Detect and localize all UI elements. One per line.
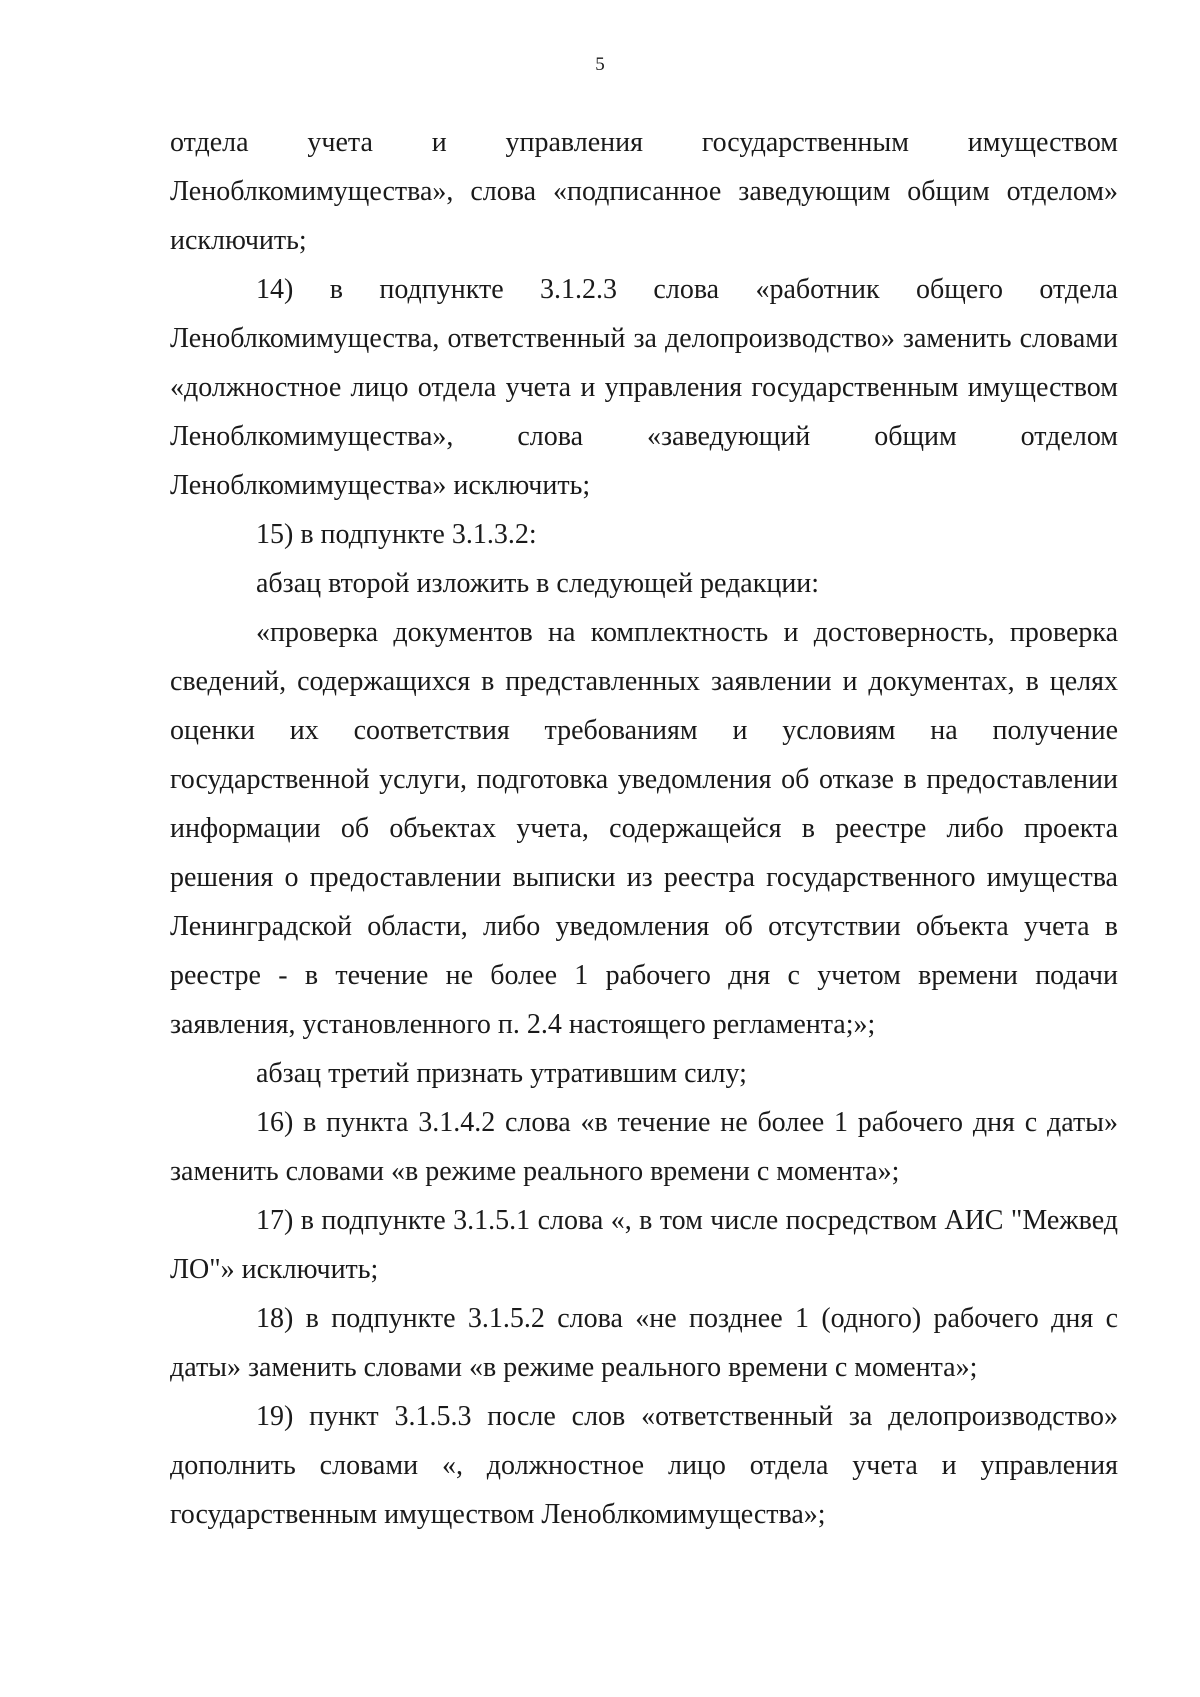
page-number: 5 bbox=[595, 54, 605, 75]
paragraph-new-wording: «проверка документов на комплектность и достоверность, проверка сведений, содержащихся в представленных заявлении и документах, в целях оценки их соответствия требованиям и условиям на получение государственной услуги, подготовка уведомления об отказе в предоставлении информации об объектах учета, содержащейся в реестре либо проекта решения о предоставлении выписки из реестра государственного имущества Ленинградской области, либо уведомления об отсутствии объекта учета в реестре - в течение не более 1 рабочего дня с учетом времени подачи заявления, установленного п. 2.4 настоящего регламента;»; bbox=[170, 617, 1118, 1040]
paragraph-item-14: 14) в подпункте 3.1.2.3 слова «работник общего отдела Леноблкомимущества, ответственный за делопроизводство» заменить словами «должностное лицо отдела учета и управления государственным имуществом Леноблкомимущества», слова «заведующий общим отделом Леноблкомимущества» исключить; bbox=[170, 274, 1118, 501]
paragraph-continuation: отдела учета и управления государственным имуществом Леноблкомимущества», слова «подписанное заведующим общим отделом» исключить; bbox=[170, 127, 1118, 256]
paragraph-abzac-second: абзац второй изложить в следующей редакции: bbox=[256, 568, 820, 599]
paragraph-abzac-third: абзац третий признать утратившим силу; bbox=[256, 1058, 747, 1089]
paragraph-item-15: 15) в подпункте 3.1.3.2: bbox=[256, 519, 537, 550]
paragraph-item-19: 19) пункт 3.1.5.3 после слов «ответственный за делопроизводство» дополнить словами «, должностное лицо отдела учета и управления государственным имуществом Леноблкомимущества»; bbox=[170, 1401, 1118, 1530]
paragraph-item-16: 16) в пункта 3.1.4.2 слова «в течение не более 1 рабочего дня с даты» заменить словами «в режиме реального времени с момента»; bbox=[170, 1107, 1118, 1187]
document-body bbox=[170, 118, 1118, 1539]
paragraph-item-18: 18) в подпункте 3.1.5.2 слова «не позднее 1 (одного) рабочего дня с даты» заменить словами «в режиме реального времени с момента»; bbox=[170, 1303, 1118, 1383]
paragraph-item-17: 17) в подпункте 3.1.5.1 слова «, в том числе посредством АИС "Межвед ЛО"» исключить; bbox=[170, 1205, 1118, 1285]
